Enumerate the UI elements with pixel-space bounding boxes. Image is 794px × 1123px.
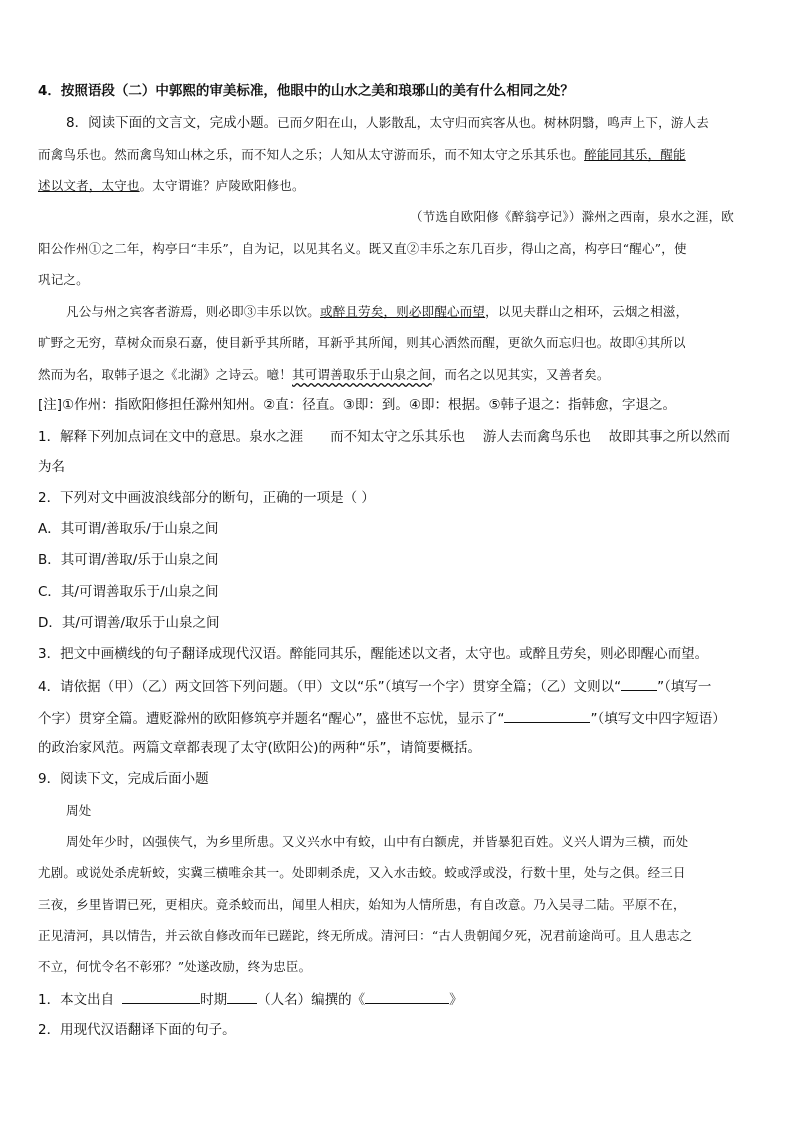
option-d[interactable]: D．其/可谓善/取乐于山泉之间	[38, 615, 220, 631]
fill-blank-phrase[interactable]	[504, 708, 590, 723]
passage-3-line-1: 凡公与州之宾客者游焉，则必即③丰乐以饮。或醉且劳矣，则必即醒心而望，以见夫群山之相环，云烟之相滋，	[66, 304, 689, 319]
question-4-top: 4．按照语段（二）中郭熙的审美标准，他眼中的山水之美和琅琊山的美有什么相同之处？	[38, 83, 574, 99]
passage-1-line-1: 已而夕阳在山，人影散乱，太守归而宾客从也。树林阴翳，鸣声上下，游人去	[277, 115, 709, 130]
passage-1-line-3: 述以文者，太守也。太守谓谁？庐陵欧阳修也。	[38, 178, 305, 193]
passage-2-line-1: （节选自欧阳修《醉翁亭记》）滁州之西南，泉水之涯，欧	[410, 209, 734, 224]
fill-blank-char[interactable]	[621, 676, 657, 691]
zhouchu-line-2: 尤剧。或说处杀虎斩蛟，实冀三横唯余其一。处即刺杀虎，又入水击蛟。蛟或浮或没，行数十里，处与之俱。经三日	[38, 865, 686, 880]
annotation-notes: [注]①作州：指欧阳修担任滁州知州。②直：径直。③即：到。④即：根据。⑤韩子退之：指韩愈，字退之。	[38, 397, 677, 413]
question-8-intro: 8．阅读下面的文言文，完成小题。	[66, 115, 278, 131]
option-a[interactable]: A．其可谓/善取乐/于山泉之间	[38, 521, 219, 537]
q9-subquestion-1: 1．本文出自 时期 （人名）编撰的《 》	[38, 989, 463, 1009]
passage-2-line-2: 阳公作州①之二年，构亭曰“丰乐”，自为记，以见其名义。既又直②丰乐之东几百步，得山之高，构亭曰“醒心”，使	[38, 241, 687, 256]
passage-3-line-2: 旷野之无穷，草树众而泉石嘉，使目新乎其所睹，耳新乎其所闻，则其心洒然而醒，更欲久而忘归也。故即④其所以	[38, 335, 686, 350]
zhouchu-line-1: 周处年少时，凶强侠气，为乡里所患。又义兴水中有蛟，山中有白额虎，并皆暴犯百姓。义兴人谓为三横，而处	[66, 834, 689, 849]
question-9-intro: 9．阅读下文，完成后面小题	[38, 771, 209, 787]
zhouchu-line-5: 不立，何忧令名不彰邪？”处遂改励，终为忠臣。	[38, 959, 312, 974]
fill-blank-author[interactable]	[227, 989, 257, 1004]
subquestion-1-line-2: 为名	[38, 459, 65, 475]
underlined-sentence-part-2: 述以文者，太守也	[38, 178, 140, 193]
zhouchu-line-3: 三夜，乡里皆谓已死，更相庆。竟杀蛟而出，闻里人相庆，始知为人情所患，有自改意。乃入吴寻二陆。平原不在，	[38, 897, 686, 912]
subquestion-4-line-2: 个字）贯穿全篇。遭贬滁州的欧阳修筑亭并题名“醒心”，盛世不忘忧，显示了“ ”（填写文中四字短语）	[38, 708, 726, 728]
subquestion-4-line-3: 的政治家风范。两篇文章都表现了太守(欧阳公)的两种“乐”，请简要概括。	[38, 740, 482, 756]
zhouchu-line-4: 正见清河，具以情告，并云欲自修改而年已蹉跎，终无所成。清河曰：“古人贵朝闻夕死，况君前途尚可。且人患志之	[38, 928, 693, 943]
passage-2-line-3: 巩记之。	[38, 272, 89, 287]
q9-subquestion-2: 2．用现代汉语翻译下面的句子。	[38, 1022, 236, 1038]
subquestion-1-line-1: 1．解释下列加点词在文中的意思。泉水之涯 而不知太守之乐其乐也 游人去而禽鸟乐也 故即其事之所以然而	[38, 429, 731, 445]
subquestion-4-line-1: 4．请依据（甲）（乙）两文回答下列问题。（甲）文以“乐”（填写一个字）贯穿全篇；（乙）文则以“ ”（填写一	[38, 676, 711, 696]
question-8-line-1	[66, 114, 709, 132]
subquestion-3: 3．把文中画横线的句子翻译成现代汉语。醉能同其乐，醒能述以文者，太守也。或醉且劳矣，则必即醒心而望。	[38, 646, 709, 662]
passage-title: 周处	[66, 803, 92, 818]
option-b[interactable]: B．其可谓/善取/乐于山泉之间	[38, 552, 219, 568]
passage-3-line-3: 然而为名，取韩子退之《北湖》之诗云。噫！其可谓善取乐于山泉之间，而名之以见其实，又善者矣。	[38, 367, 610, 382]
passage-1-line-2: 而禽鸟乐也。然而禽鸟知山林之乐，而不知人之乐；人知从太守游而乐，而不知太守之乐其乐也。醉能同其乐，醒能	[38, 147, 686, 162]
wavy-underlined-phrase: 其可谓善取乐于山泉之间	[292, 367, 432, 382]
fill-blank-book[interactable]	[365, 989, 449, 1004]
passage-1-source: （节选自欧阳修《醉翁亭记》）	[410, 209, 582, 224]
underlined-sentence-part-3: 或醉且劳矣，则必即醒心而望	[320, 304, 486, 319]
subquestion-2: 2．下列对文中画波浪线部分的断句，正确的一项是（ ）	[38, 490, 375, 506]
underlined-sentence-part-1: 醉能同其乐，醒能	[584, 147, 686, 162]
fill-blank-era[interactable]	[122, 989, 200, 1004]
option-c[interactable]: C．其/可谓善取乐于/山泉之间	[38, 584, 219, 600]
